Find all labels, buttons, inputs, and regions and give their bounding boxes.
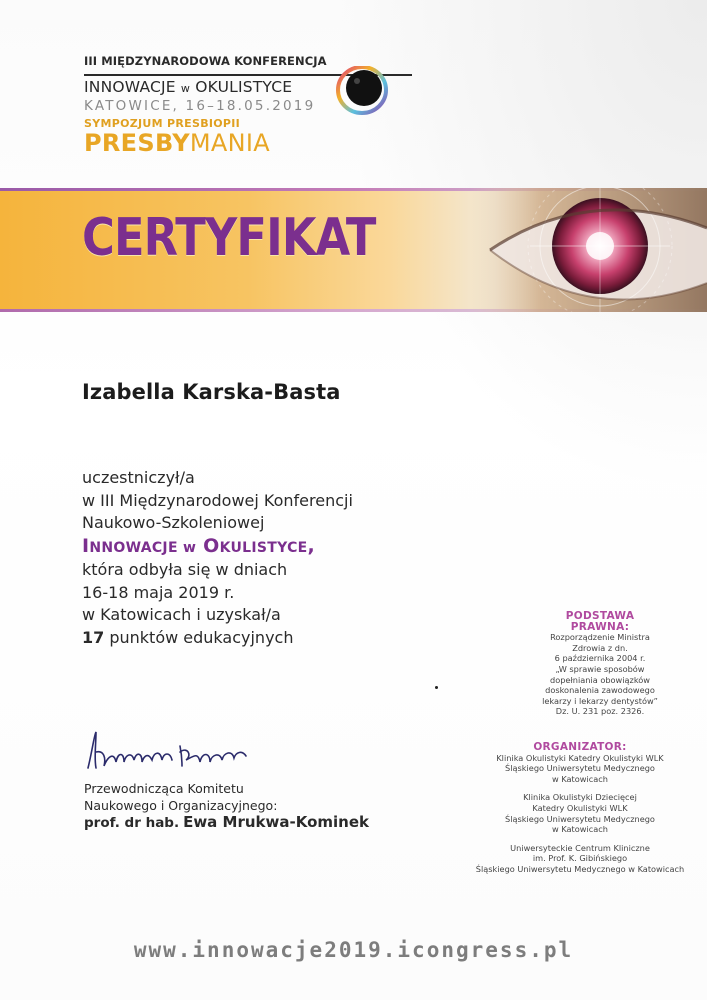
body-line-held: która odbyła się w dniach xyxy=(82,560,288,579)
organizer-heading: ORGANIZATOR: xyxy=(533,741,627,753)
eye-logo-icon xyxy=(330,66,388,118)
organizer-line: im. Prof. K. Gibińskiego xyxy=(532,853,628,864)
legal-line: Dz. U. 231 poz. 2326. xyxy=(555,706,645,717)
certificate-title: CERTYFIKAT xyxy=(82,208,376,268)
certificate-body xyxy=(82,467,462,649)
legal-line: 6 października 2004 r. xyxy=(554,653,646,664)
organizer xyxy=(460,742,700,875)
signatory-block xyxy=(84,780,369,832)
legal-basis-heading-1: PODSTAWA xyxy=(565,610,635,622)
body-line-conference: w III Międzynarodowej Konferencji xyxy=(82,490,353,510)
legal-line: Rozporządzenie Ministra xyxy=(550,632,650,643)
handwritten-signature xyxy=(82,722,252,778)
signatory-name: prof. dr hab. Ewa Mrukwa-Kominek xyxy=(84,813,369,831)
body-line-participated: uczestniczył/a xyxy=(82,468,195,487)
legal-line: doskonalenia zawodowego xyxy=(545,685,655,696)
footer-url: www.innowacje2019.icongress.pl xyxy=(133,938,574,962)
legal-basis-heading-2: PRAWNA: xyxy=(570,620,630,633)
organizer-line: Katedry Okulistyki WLK xyxy=(532,802,628,813)
organizer-line: Klinika Okulistyki Katedry Okulistyki WLK xyxy=(496,752,664,763)
organizer-line: Śląskiego Uniwersytetu Medycznego xyxy=(505,813,655,824)
presbymania-logotype: PRESBYMANIA xyxy=(84,129,270,157)
signatory-role-2: Naukowego i Organizacyjnego: xyxy=(84,798,278,813)
signatory-role-1: Przewodnicząca Komitetu xyxy=(84,781,244,796)
organizer-line: w Katowicach xyxy=(552,773,608,784)
legal-line: Zdrowia z dn. xyxy=(572,642,628,653)
conference-name: INNOWACJE w OKULISTYCE xyxy=(84,78,293,96)
legal-basis xyxy=(520,611,680,717)
conference-place-date: KATOWICE, 16–18.05.2019 xyxy=(84,98,316,114)
body-line-conference-name: INNOWACJE w OKULISTYCE, xyxy=(82,534,316,557)
organizer-line: Uniwersyteckie Centrum Kliniczne xyxy=(510,842,650,853)
organizer-line: w Katowicach xyxy=(552,824,608,835)
body-line-dates: 16-18 maja 2019 r. xyxy=(82,582,235,602)
eye-illustration xyxy=(470,188,707,312)
symposium-label: SYMPOZJUM PRESBIOPII xyxy=(84,117,241,130)
ink-dot xyxy=(435,686,438,689)
legal-line: dopełniania obowiązków xyxy=(550,674,650,685)
conference-edition: III MIĘDZYNARODOWA KONFERENCJA xyxy=(84,54,327,68)
body-line-place: w Katowicach i uzyskał/a xyxy=(82,605,281,624)
recipient-name: Izabella Karska-Basta xyxy=(82,380,341,404)
organizer-line: Klinika Okulistyki Dziecięcej xyxy=(523,792,637,803)
legal-line: „W sprawie sposobów xyxy=(555,663,645,674)
body-line-type: Naukowo-Szkoleniowej xyxy=(82,513,265,532)
organizer-line: Śląskiego Uniwersytetu Medycznego w Katowicach xyxy=(475,863,685,874)
organizer-line: Śląskiego Uniwersytetu Medycznego xyxy=(505,763,655,774)
body-line-points: 17 punktów edukacyjnych xyxy=(82,627,294,647)
legal-line: lekarzy i lekarzy dentystów” xyxy=(542,695,658,706)
